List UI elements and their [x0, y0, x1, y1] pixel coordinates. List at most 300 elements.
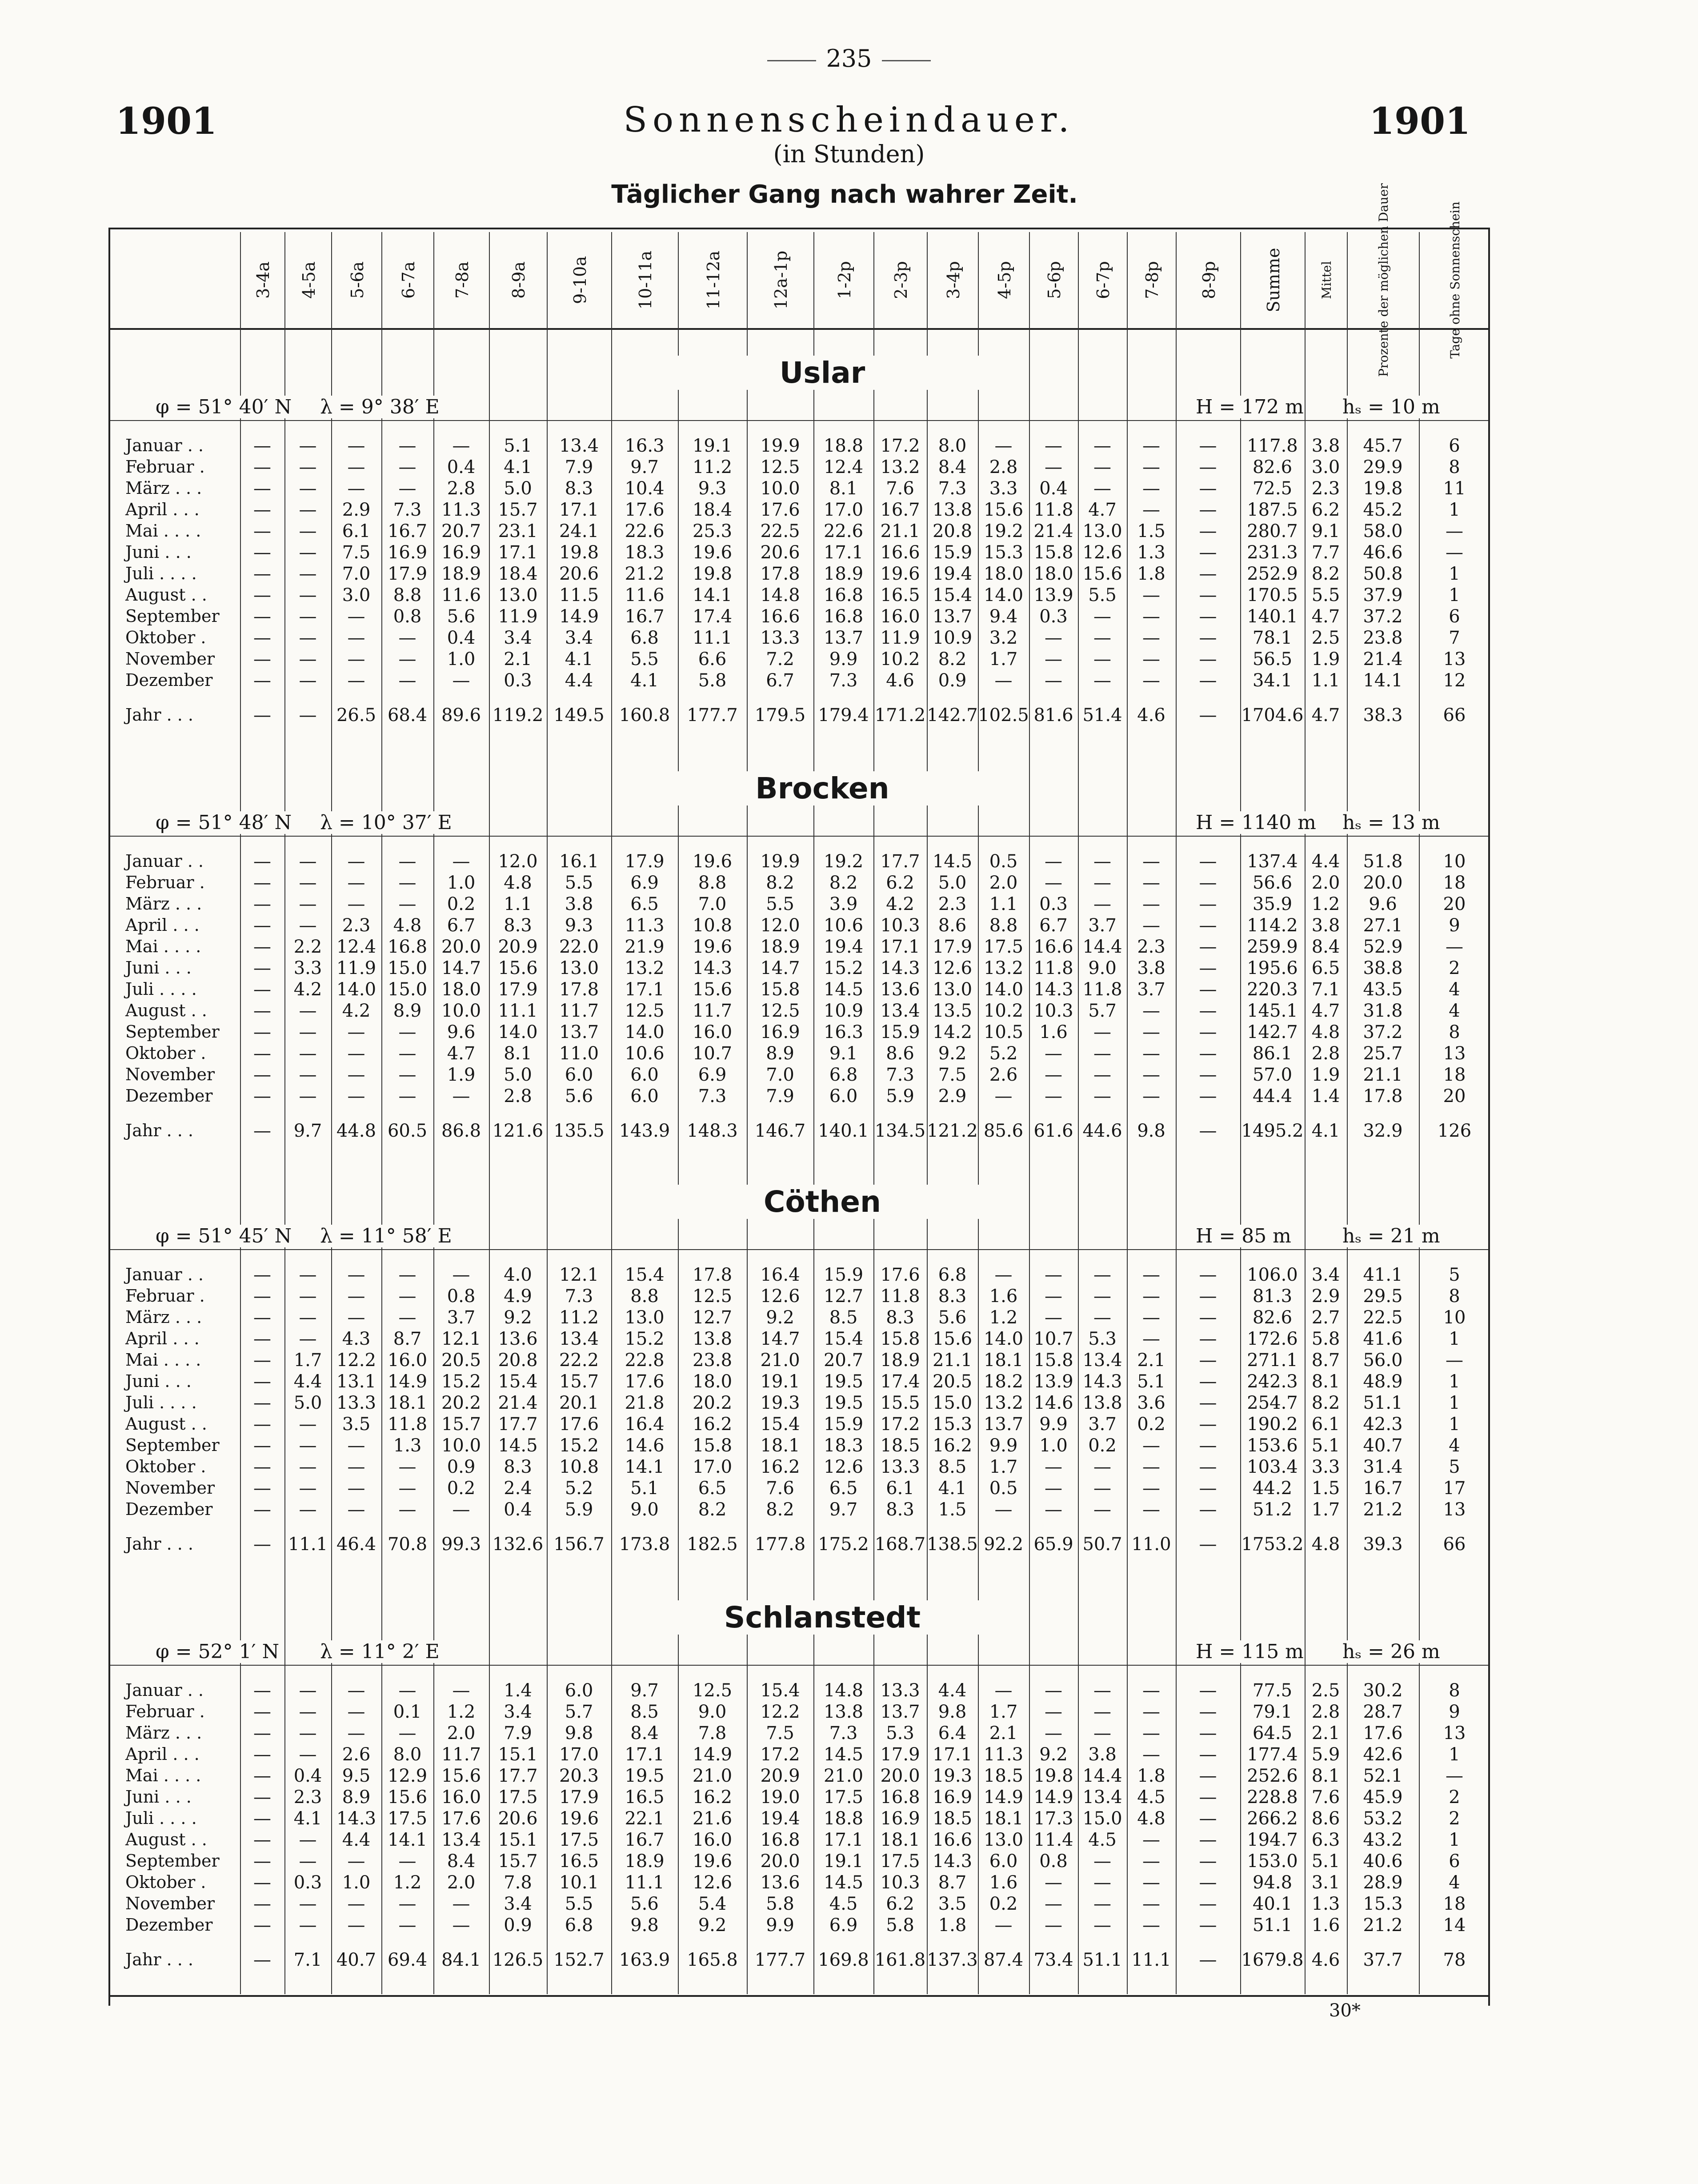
- table-cell: 16.8: [760, 1830, 800, 1850]
- table-cell: 2.3: [1311, 478, 1340, 499]
- table-cell: 194.7: [1247, 1830, 1298, 1850]
- year-total-cell: 126: [1437, 1121, 1472, 1141]
- table-cell: 21.1: [1363, 1065, 1403, 1085]
- table-cell: 48.9: [1363, 1371, 1403, 1392]
- table-cell: —: [253, 1371, 271, 1392]
- table-cell: —: [253, 1286, 271, 1306]
- table-cell: 9.1: [1311, 521, 1340, 541]
- year-total-label: Jahr . . .: [125, 1121, 194, 1140]
- table-cell: 8: [1449, 1022, 1460, 1042]
- table-cell: 12.2: [336, 1350, 376, 1371]
- table-cell: 6.7: [1039, 915, 1068, 936]
- table-cell: 8.5: [829, 1307, 858, 1328]
- table-cell: 31.8: [1363, 1001, 1403, 1021]
- table-cell: 14: [1443, 1915, 1466, 1936]
- table-cell: 37.2: [1363, 606, 1403, 627]
- table-cell: —: [253, 873, 271, 893]
- table-cell: 4.2: [342, 1001, 371, 1021]
- table-cell: 2.1: [989, 1723, 1018, 1743]
- table-cell: 1.0: [342, 1872, 371, 1893]
- year-total-cell: 140.1: [818, 1121, 869, 1141]
- table-cell: 8.3: [504, 1457, 532, 1477]
- year-total-cell: 66: [1443, 1534, 1466, 1555]
- table-cell: 11.8: [1033, 500, 1073, 520]
- table-cell: 2.0: [447, 1872, 476, 1893]
- year-total-cell: 37.7: [1363, 1950, 1403, 1970]
- table-cell: —: [1446, 521, 1463, 541]
- table-cell: 7.6: [1311, 1787, 1340, 1807]
- table-cell: —: [1093, 436, 1111, 456]
- table-cell: 0.5: [989, 1478, 1018, 1499]
- table-cell: —: [1045, 1915, 1062, 1936]
- table-cell: 4.1: [630, 670, 659, 691]
- table-cell: 29.5: [1363, 1286, 1403, 1306]
- year-total-cell: 119.2: [492, 705, 544, 725]
- table-cell: 12.6: [932, 958, 973, 978]
- table-cell: —: [253, 1830, 271, 1850]
- table-cell: —: [253, 1414, 271, 1435]
- table-cell: 16.9: [932, 1787, 973, 1807]
- table-cell: —: [1093, 649, 1111, 669]
- table-cell: —: [1045, 1478, 1062, 1499]
- month-label: September: [125, 1435, 220, 1455]
- year-total-cell: 179.4: [818, 705, 869, 725]
- table-cell: —: [1199, 1307, 1217, 1328]
- table-cell: —: [398, 1680, 416, 1701]
- table-cell: —: [299, 1457, 317, 1477]
- table-cell: 14.6: [1033, 1393, 1073, 1413]
- table-cell: —: [1142, 915, 1160, 936]
- table-cell: 10.0: [441, 1435, 481, 1456]
- table-cell: —: [994, 1265, 1013, 1285]
- table-cell: 12.0: [498, 851, 538, 872]
- year-total-cell: 146.7: [754, 1121, 806, 1141]
- table-cell: 6.0: [565, 1065, 593, 1085]
- table-cell: 0.4: [293, 1766, 322, 1786]
- table-cell: —: [1093, 1065, 1111, 1085]
- table-cell: 0.8: [447, 1286, 476, 1306]
- table-cell: 187.5: [1247, 500, 1298, 520]
- table-cell: —: [1199, 1457, 1217, 1477]
- table-cell: 4.4: [565, 670, 593, 691]
- table-cell: 271.1: [1247, 1350, 1298, 1371]
- table-cell: 252.9: [1247, 564, 1298, 584]
- table-cell: —: [253, 1001, 271, 1021]
- table-cell: 11.1: [625, 1872, 665, 1893]
- table-cell: 14.0: [983, 585, 1024, 605]
- table-cell: —: [347, 1915, 365, 1936]
- table-cell: 15.2: [823, 958, 864, 978]
- month-label: April . . .: [125, 1744, 200, 1764]
- table-cell: 0.3: [293, 1872, 322, 1893]
- table-cell: —: [1045, 1499, 1062, 1520]
- month-label: August . .: [125, 1001, 207, 1020]
- table-cell: 15.6: [498, 958, 538, 978]
- table-cell: —: [1199, 1065, 1217, 1085]
- table-cell: —: [347, 894, 365, 914]
- table-cell: —: [1446, 1766, 1463, 1786]
- table-cell: —: [398, 1286, 416, 1306]
- table-cell: 15.6: [441, 1766, 481, 1786]
- table-cell: 4: [1449, 1872, 1460, 1893]
- table-cell: —: [452, 1086, 470, 1106]
- table-cell: 6.1: [886, 1478, 914, 1499]
- table-cell: 13.3: [336, 1393, 376, 1413]
- table-cell: 12.5: [760, 1001, 800, 1021]
- table-cell: 7.9: [565, 457, 593, 477]
- year-total-cell: 40.7: [336, 1950, 376, 1970]
- table-cell: 0.2: [1088, 1435, 1117, 1456]
- table-cell: 19.8: [1363, 478, 1403, 499]
- table-cell: —: [1045, 1457, 1062, 1477]
- table-cell: 15.8: [880, 1329, 920, 1349]
- table-cell: —: [299, 564, 317, 584]
- table-cell: 18.9: [760, 937, 800, 957]
- table-cell: 2.1: [1311, 1723, 1340, 1743]
- table-cell: 8.9: [766, 1043, 794, 1064]
- table-cell: 16.2: [932, 1435, 973, 1456]
- table-cell: 45.9: [1363, 1787, 1403, 1807]
- table-cell: 19.8: [559, 542, 599, 563]
- year-total-cell: 177.8: [754, 1534, 806, 1555]
- table-cell: 12.1: [559, 1265, 599, 1285]
- table-cell: 259.9: [1247, 937, 1298, 957]
- table-cell: —: [452, 1265, 470, 1285]
- table-cell: 10.6: [823, 915, 864, 936]
- table-cell: 13.8: [1082, 1393, 1122, 1413]
- table-cell: 3.8: [1311, 436, 1340, 456]
- table-cell: 11.3: [625, 915, 665, 936]
- table-cell: 17.5: [387, 1808, 428, 1829]
- table-cell: 18.4: [498, 564, 538, 584]
- table-cell: 18: [1443, 873, 1466, 893]
- table-cell: 3.7: [1137, 979, 1165, 1000]
- table-cell: 17.9: [387, 564, 428, 584]
- table-cell: 14.2: [932, 1022, 973, 1042]
- table-cell: 11.3: [441, 500, 481, 520]
- table-cell: 15.9: [823, 1265, 864, 1285]
- table-cell: —: [994, 1499, 1013, 1520]
- table-cell: —: [1199, 1680, 1217, 1701]
- table-cell: 5.0: [504, 1065, 532, 1085]
- table-cell: —: [347, 478, 365, 499]
- table-cell: 12.6: [760, 1286, 800, 1306]
- table-cell: 8.6: [1311, 1808, 1340, 1829]
- year-total-cell: 161.8: [874, 1950, 926, 1970]
- table-cell: 2.1: [1137, 1350, 1165, 1371]
- table-cell: 18.9: [441, 564, 481, 584]
- table-cell: 21.1: [932, 1350, 973, 1371]
- column-header-label: 5-6a: [347, 261, 367, 299]
- table-cell: —: [299, 500, 317, 520]
- table-cell: 40.7: [1363, 1435, 1403, 1456]
- table-cell: 4.1: [504, 457, 532, 477]
- table-cell: 17.9: [498, 979, 538, 1000]
- table-cell: 6.0: [829, 1086, 858, 1106]
- table-cell: 0.3: [1039, 894, 1068, 914]
- table-cell: 5.0: [293, 1393, 322, 1413]
- column-header: [927, 232, 979, 328]
- table-cell: 20.6: [498, 1808, 538, 1829]
- table-cell: —: [299, 478, 317, 499]
- table-cell: 12.5: [760, 457, 800, 477]
- table-cell: 1: [1449, 1744, 1460, 1765]
- table-cell: 45.2: [1363, 500, 1403, 520]
- table-cell: 0.5: [989, 851, 1018, 872]
- table-cell: 8.6: [938, 915, 967, 936]
- table-cell: —: [1142, 1435, 1160, 1456]
- table-cell: 10.1: [559, 1872, 599, 1893]
- table-cell: 11.8: [880, 1286, 920, 1306]
- table-cell: 11.1: [498, 1001, 538, 1021]
- table-cell: —: [994, 436, 1013, 456]
- table-cell: 18.1: [387, 1393, 428, 1413]
- table-cell: —: [1093, 1265, 1111, 1285]
- table-cell: 5.5: [565, 1894, 593, 1914]
- table-cell: 21.8: [625, 1393, 665, 1413]
- table-cell: 20: [1443, 894, 1466, 914]
- table-cell: 17.1: [823, 1830, 864, 1850]
- table-cell: 15.7: [559, 1371, 599, 1392]
- table-cell: 6.5: [698, 1478, 727, 1499]
- station-latitude: φ = 51° 40′ N: [156, 396, 292, 418]
- table-cell: —: [299, 670, 317, 691]
- table-cell: —: [452, 851, 470, 872]
- table-cell: 16.2: [692, 1787, 733, 1807]
- table-cell: 14.9: [387, 1371, 428, 1392]
- table-cell: 20.3: [559, 1766, 599, 1786]
- table-cell: 2: [1449, 1787, 1460, 1807]
- table-cell: 4.7: [1088, 500, 1117, 520]
- table-cell: 8.2: [766, 873, 794, 893]
- table-cell: 9: [1449, 1702, 1460, 1722]
- year-total-cell: 99.3: [441, 1534, 481, 1555]
- table-cell: 4.4: [1311, 851, 1340, 872]
- station-latitude: φ = 51° 48′ N: [156, 811, 292, 834]
- table-cell: 20: [1443, 1086, 1466, 1106]
- table-cell: 20.0: [880, 1766, 920, 1786]
- month-label: Januar . .: [125, 1680, 204, 1700]
- column-header-label: 8-9a: [509, 261, 529, 299]
- year-total-cell: 84.1: [441, 1950, 481, 1970]
- table-cell: 14.0: [983, 1329, 1024, 1349]
- table-cell: 16.0: [692, 1022, 733, 1042]
- table-cell: 25.3: [692, 521, 733, 541]
- table-cell: 19.9: [760, 436, 800, 456]
- table-cell: 19.6: [692, 1851, 733, 1871]
- table-cell: 1.9: [1311, 1065, 1340, 1085]
- table-cell: 11.8: [387, 1414, 428, 1435]
- year-total-cell: —: [1199, 1534, 1217, 1555]
- table-cell: —: [398, 457, 416, 477]
- table-cell: 19.3: [760, 1393, 800, 1413]
- table-cell: —: [1093, 478, 1111, 499]
- table-cell: 16.2: [692, 1414, 733, 1435]
- year-total-cell: 1679.8: [1241, 1950, 1304, 1970]
- column-header-label: 5-6p: [1045, 260, 1064, 299]
- table-cell: 13.7: [880, 1702, 920, 1722]
- table-cell: 19.1: [760, 1371, 800, 1392]
- section-rule: [110, 1665, 1488, 1666]
- year-total-cell: —: [1199, 705, 1217, 725]
- table-cell: 6.1: [342, 521, 371, 541]
- station-height: H = 85 m: [1196, 1225, 1291, 1247]
- table-cell: 4.5: [829, 1894, 858, 1914]
- table-cell: 2: [1449, 958, 1460, 978]
- table-cell: —: [398, 1894, 416, 1914]
- table-cell: —: [398, 436, 416, 456]
- table-cell: —: [1045, 1307, 1062, 1328]
- table-cell: 6.5: [1311, 958, 1340, 978]
- table-cell: 16.8: [823, 606, 864, 627]
- table-cell: 3.3: [293, 958, 322, 978]
- table-cell: 17.8: [692, 1265, 733, 1285]
- table-cell: 21.2: [1363, 1915, 1403, 1936]
- table-cell: 5.9: [565, 1499, 593, 1520]
- table-cell: 0.3: [1039, 606, 1068, 627]
- table-cell: 16.7: [1363, 1478, 1403, 1499]
- table-cell: 0.4: [504, 1499, 532, 1520]
- table-cell: 4.8: [504, 873, 532, 893]
- month-label: Juli . . . .: [125, 564, 197, 583]
- table-cell: 6.7: [766, 670, 794, 691]
- month-label: November: [125, 1478, 215, 1498]
- station-height-sunrecorder: hₛ = 26 m: [1342, 1640, 1440, 1663]
- table-cell: 17.8: [760, 564, 800, 584]
- table-cell: —: [253, 1723, 271, 1743]
- table-cell: 8.2: [698, 1499, 727, 1520]
- table-cell: 5.9: [1311, 1744, 1340, 1765]
- table-cell: —: [299, 1022, 317, 1042]
- table-cell: 6: [1449, 1851, 1460, 1871]
- table-cell: 15.7: [498, 1851, 538, 1871]
- table-cell: —: [1093, 457, 1111, 477]
- table-cell: 9.9: [829, 649, 858, 669]
- table-cell: 1.6: [989, 1872, 1018, 1893]
- table-cell: 5.0: [504, 478, 532, 499]
- table-cell: 5: [1449, 1265, 1460, 1285]
- year-total-cell: 4.8: [1311, 1534, 1340, 1555]
- table-cell: 8: [1449, 1286, 1460, 1306]
- month-label: Juni . . .: [125, 1371, 192, 1391]
- table-cell: 14.7: [760, 958, 800, 978]
- year-total-cell: 4.6: [1137, 705, 1165, 725]
- table-cell: 1.9: [447, 1065, 476, 1085]
- month-label: September: [125, 606, 220, 626]
- table-cell: 3.6: [1137, 1393, 1165, 1413]
- table-cell: 13.3: [880, 1457, 920, 1477]
- table-cell: 17.7: [498, 1414, 538, 1435]
- table-cell: 12.5: [692, 1286, 733, 1306]
- table-cell: 14.6: [625, 1435, 665, 1456]
- table-cell: —: [299, 915, 317, 936]
- table-cell: 6.1: [1311, 1414, 1340, 1435]
- table-cell: 17.3: [1033, 1808, 1073, 1829]
- table-cell: 9.1: [829, 1043, 858, 1064]
- table-cell: 4.1: [938, 1478, 967, 1499]
- table-cell: 140.1: [1247, 606, 1298, 627]
- table-cell: 11.9: [498, 606, 538, 627]
- table-cell: 18.5: [983, 1766, 1024, 1786]
- table-cell: —: [347, 457, 365, 477]
- table-cell: —: [1199, 873, 1217, 893]
- table-cell: 106.0: [1247, 1265, 1298, 1285]
- table-cell: 13.5: [932, 1001, 973, 1021]
- table-cell: 17.5: [823, 1787, 864, 1807]
- year-total-cell: 11.1: [1131, 1950, 1171, 1970]
- month-label: Dezember: [125, 1086, 213, 1106]
- table-cell: 2: [1449, 1808, 1460, 1829]
- table-cell: 1.5: [938, 1499, 967, 1520]
- table-cell: 2.9: [342, 500, 371, 520]
- table-cell: 10.0: [760, 478, 800, 499]
- table-cell: 16.7: [880, 500, 920, 520]
- table-cell: 14.3: [1033, 979, 1073, 1000]
- year-total-cell: 78: [1443, 1950, 1466, 1970]
- table-cell: 11.2: [559, 1307, 599, 1328]
- table-cell: 22.0: [559, 937, 599, 957]
- table-cell: —: [299, 1744, 317, 1765]
- table-cell: 12.7: [823, 1286, 864, 1306]
- table-cell: —: [1199, 1723, 1217, 1743]
- table-cell: 16.8: [823, 585, 864, 605]
- month-label: September: [125, 1022, 220, 1042]
- table-cell: 15.9: [880, 1022, 920, 1042]
- table-cell: —: [347, 1457, 365, 1477]
- table-cell: 14.3: [692, 958, 733, 978]
- table-cell: 13.2: [983, 1393, 1024, 1413]
- table-cell: 3.1: [1311, 1872, 1340, 1893]
- table-cell: 9.8: [630, 1915, 659, 1936]
- column-header-label: Prozente der möglichen Dauer: [1376, 183, 1391, 377]
- year-total-cell: 26.5: [336, 705, 376, 725]
- table-cell: 79.1: [1252, 1702, 1293, 1722]
- table-cell: 17.1: [625, 1744, 665, 1765]
- table-cell: 5.9: [886, 1086, 914, 1106]
- table-cell: —: [253, 1787, 271, 1807]
- month-label: April . . .: [125, 915, 200, 935]
- table-cell: 1: [1449, 1414, 1460, 1435]
- table-cell: 190.2: [1247, 1414, 1298, 1435]
- table-cell: —: [299, 457, 317, 477]
- year-total-cell: 44.8: [336, 1121, 376, 1141]
- table-cell: 2.8: [1311, 1702, 1340, 1722]
- table-cell: —: [1142, 1001, 1160, 1021]
- year-total-cell: —: [253, 1121, 271, 1141]
- table-cell: —: [1199, 649, 1217, 669]
- table-cell: 11.4: [1033, 1830, 1073, 1850]
- table-cell: 8.8: [393, 585, 422, 605]
- table-cell: 6: [1449, 436, 1460, 456]
- table-cell: 17.9: [559, 1787, 599, 1807]
- table-cell: 0.8: [1039, 1851, 1068, 1871]
- column-header: [1305, 232, 1348, 328]
- table-cell: —: [398, 851, 416, 872]
- table-cell: 5.7: [565, 1702, 593, 1722]
- year-total-cell: 102.5: [978, 705, 1029, 725]
- table-cell: 19.0: [760, 1787, 800, 1807]
- table-cell: 15.4: [823, 1329, 864, 1349]
- table-cell: —: [1045, 1680, 1062, 1701]
- year-total-cell: —: [1199, 1121, 1217, 1141]
- table-cell: —: [1199, 1086, 1217, 1106]
- table-cell: 8.5: [938, 1457, 967, 1477]
- table-cell: —: [1142, 1022, 1160, 1042]
- month-label: Januar . .: [125, 436, 204, 455]
- table-cell: 11.8: [1082, 979, 1122, 1000]
- year-total-cell: 65.9: [1033, 1534, 1073, 1555]
- table-cell: 13.0: [983, 1830, 1024, 1850]
